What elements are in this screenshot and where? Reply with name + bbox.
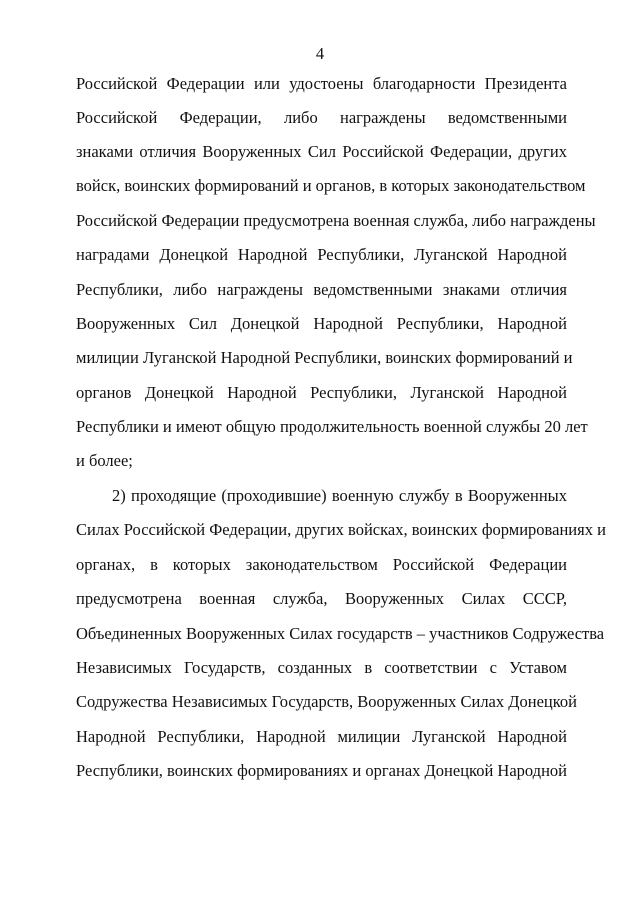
page-number: 4 [315,44,325,63]
text-line: Объединенных Вооруженных Силах государств – участников Содружества [76,624,605,643]
text-line: знаками отличия Вооруженных Сил Российской Федерации, других [76,142,567,161]
text-line: Российской Федерации предусмотрена военная служба, либо награждены [76,211,596,230]
text-line: Содружества Независимых Государств, Вооруженных Силах Донецкой [76,692,577,711]
text-line: Вооруженных Сил Донецкой Народной Республики, Народной [76,314,567,333]
text-line: Независимых Государств, созданных в соответствии с Уставом [76,658,567,677]
text-line: Республики, воинских формированиях и органах Донецкой Народной [76,761,567,780]
text-line: Силах Российской Федерации, других войсках, воинских формированиях и [76,520,606,539]
text-line: предусмотрена военная служба, Вооруженных Силах СССР, [76,589,567,608]
paragraph-start-line: 2) проходящие (проходившие) военную службу в Вооруженных [112,486,567,505]
text-line: Республики и имеют общую продолжительность военной службы 20 лет [76,417,588,436]
text-line: Народной Республики, Народной милиции Луганской Народной [76,727,567,746]
text-line: органов Донецкой Народной Республики, Луганской Народной [76,383,567,402]
text-line: милиции Луганской Народной Республики, воинских формирований и [76,348,573,367]
text-line: и более; [76,451,133,470]
text-line: Российской Федерации или удостоены благодарности Президента [76,74,567,93]
text-line: Республики, либо награждены ведомственными знаками отличия [76,280,567,299]
text-line: наградами Донецкой Народной Республики, Луганской Народной [76,245,567,264]
text-line: Российской Федерации, либо награждены ведомственными [76,108,567,127]
text-line: органах, в которых законодательством Российской Федерации [76,555,567,574]
text-line: войск, воинских формирований и органов, в которых законодательством [76,176,586,195]
